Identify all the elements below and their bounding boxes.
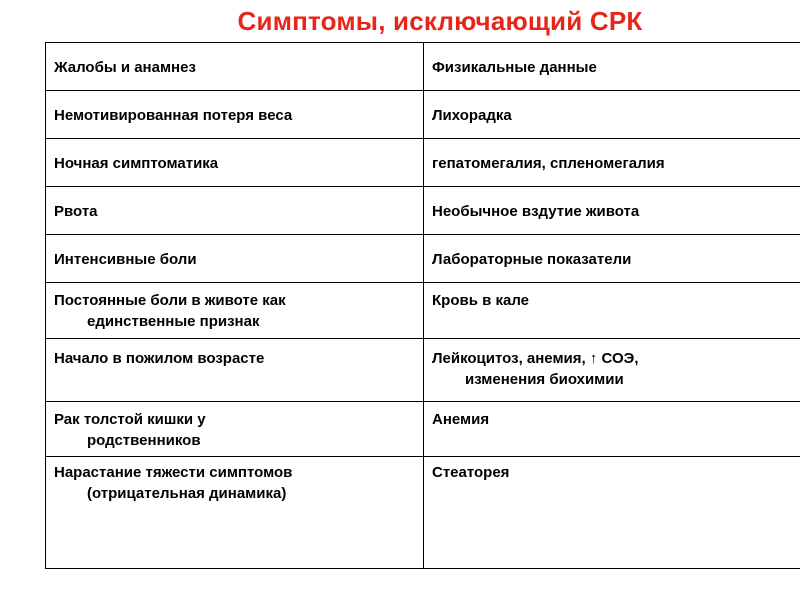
- finding-cell: [424, 283, 800, 339]
- complaint-text: Интенсивные боли: [54, 251, 197, 268]
- complaint-text-continued: (отрицательная динамика): [87, 485, 287, 502]
- finding-cell: [424, 139, 800, 187]
- table-row: [46, 402, 800, 457]
- table-row: [46, 339, 800, 402]
- finding-cell: [424, 402, 800, 457]
- table-row: [46, 187, 800, 235]
- complaint-cell: [46, 139, 424, 187]
- complaint-text: Немотивированная потеря веса: [54, 107, 293, 124]
- header-complaints-label: Жалобы и анамнез: [54, 59, 196, 76]
- finding-cell: [424, 457, 800, 569]
- table-header-row: [46, 43, 800, 91]
- complaint-cell: [46, 402, 424, 457]
- finding-text: Стеаторея: [432, 464, 510, 481]
- table-row: [46, 283, 800, 339]
- table-row: [46, 457, 800, 569]
- header-physical-findings: [424, 43, 800, 91]
- finding-text: гепатомегалия, спленомегалия: [432, 155, 665, 172]
- slide-title: Симптомы, исключающий СРК: [237, 6, 643, 36]
- complaint-cell: [46, 187, 424, 235]
- finding-cell: [424, 91, 800, 139]
- table-row: [46, 139, 800, 187]
- complaint-cell: [46, 91, 424, 139]
- finding-cell: [424, 339, 800, 402]
- table-row: [46, 91, 800, 139]
- complaint-cell: [46, 339, 424, 402]
- finding-cell: [424, 187, 800, 235]
- complaint-cell: [46, 235, 424, 283]
- complaint-text-continued: единственные признак: [87, 313, 260, 330]
- finding-text: Лейкоцитоз, анемия, ↑ СОЭ,: [432, 350, 639, 367]
- finding-text-continued: изменения биохимии: [465, 371, 624, 388]
- complaint-text: Рвота: [54, 203, 98, 220]
- finding-text: Лабораторные показатели: [432, 251, 632, 268]
- complaint-text: Ночная симптоматика: [54, 155, 219, 172]
- complaint-text: Рак толстой кишки у: [54, 411, 206, 428]
- finding-text: Кровь в кале: [432, 292, 530, 309]
- table-row: [46, 235, 800, 283]
- complaint-text-continued: родственников: [87, 432, 201, 449]
- complaint-text: Начало в пожилом возрасте: [54, 350, 265, 367]
- finding-cell: [424, 235, 800, 283]
- finding-text: Необычное вздутие живота: [432, 203, 640, 220]
- complaint-cell: [46, 457, 424, 569]
- finding-text: Анемия: [432, 411, 490, 428]
- header-physical-label: Физикальные данные: [432, 59, 597, 76]
- complaint-text: Постоянные боли в животе как: [54, 292, 286, 309]
- complaint-cell: [46, 283, 424, 339]
- symptoms-table-container: [45, 42, 800, 569]
- header-complaints-history: [46, 43, 424, 91]
- finding-text: Лихорадка: [432, 107, 512, 124]
- complaint-text: Нарастание тяжести симптомов: [54, 464, 293, 481]
- symptoms-table: [45, 42, 800, 569]
